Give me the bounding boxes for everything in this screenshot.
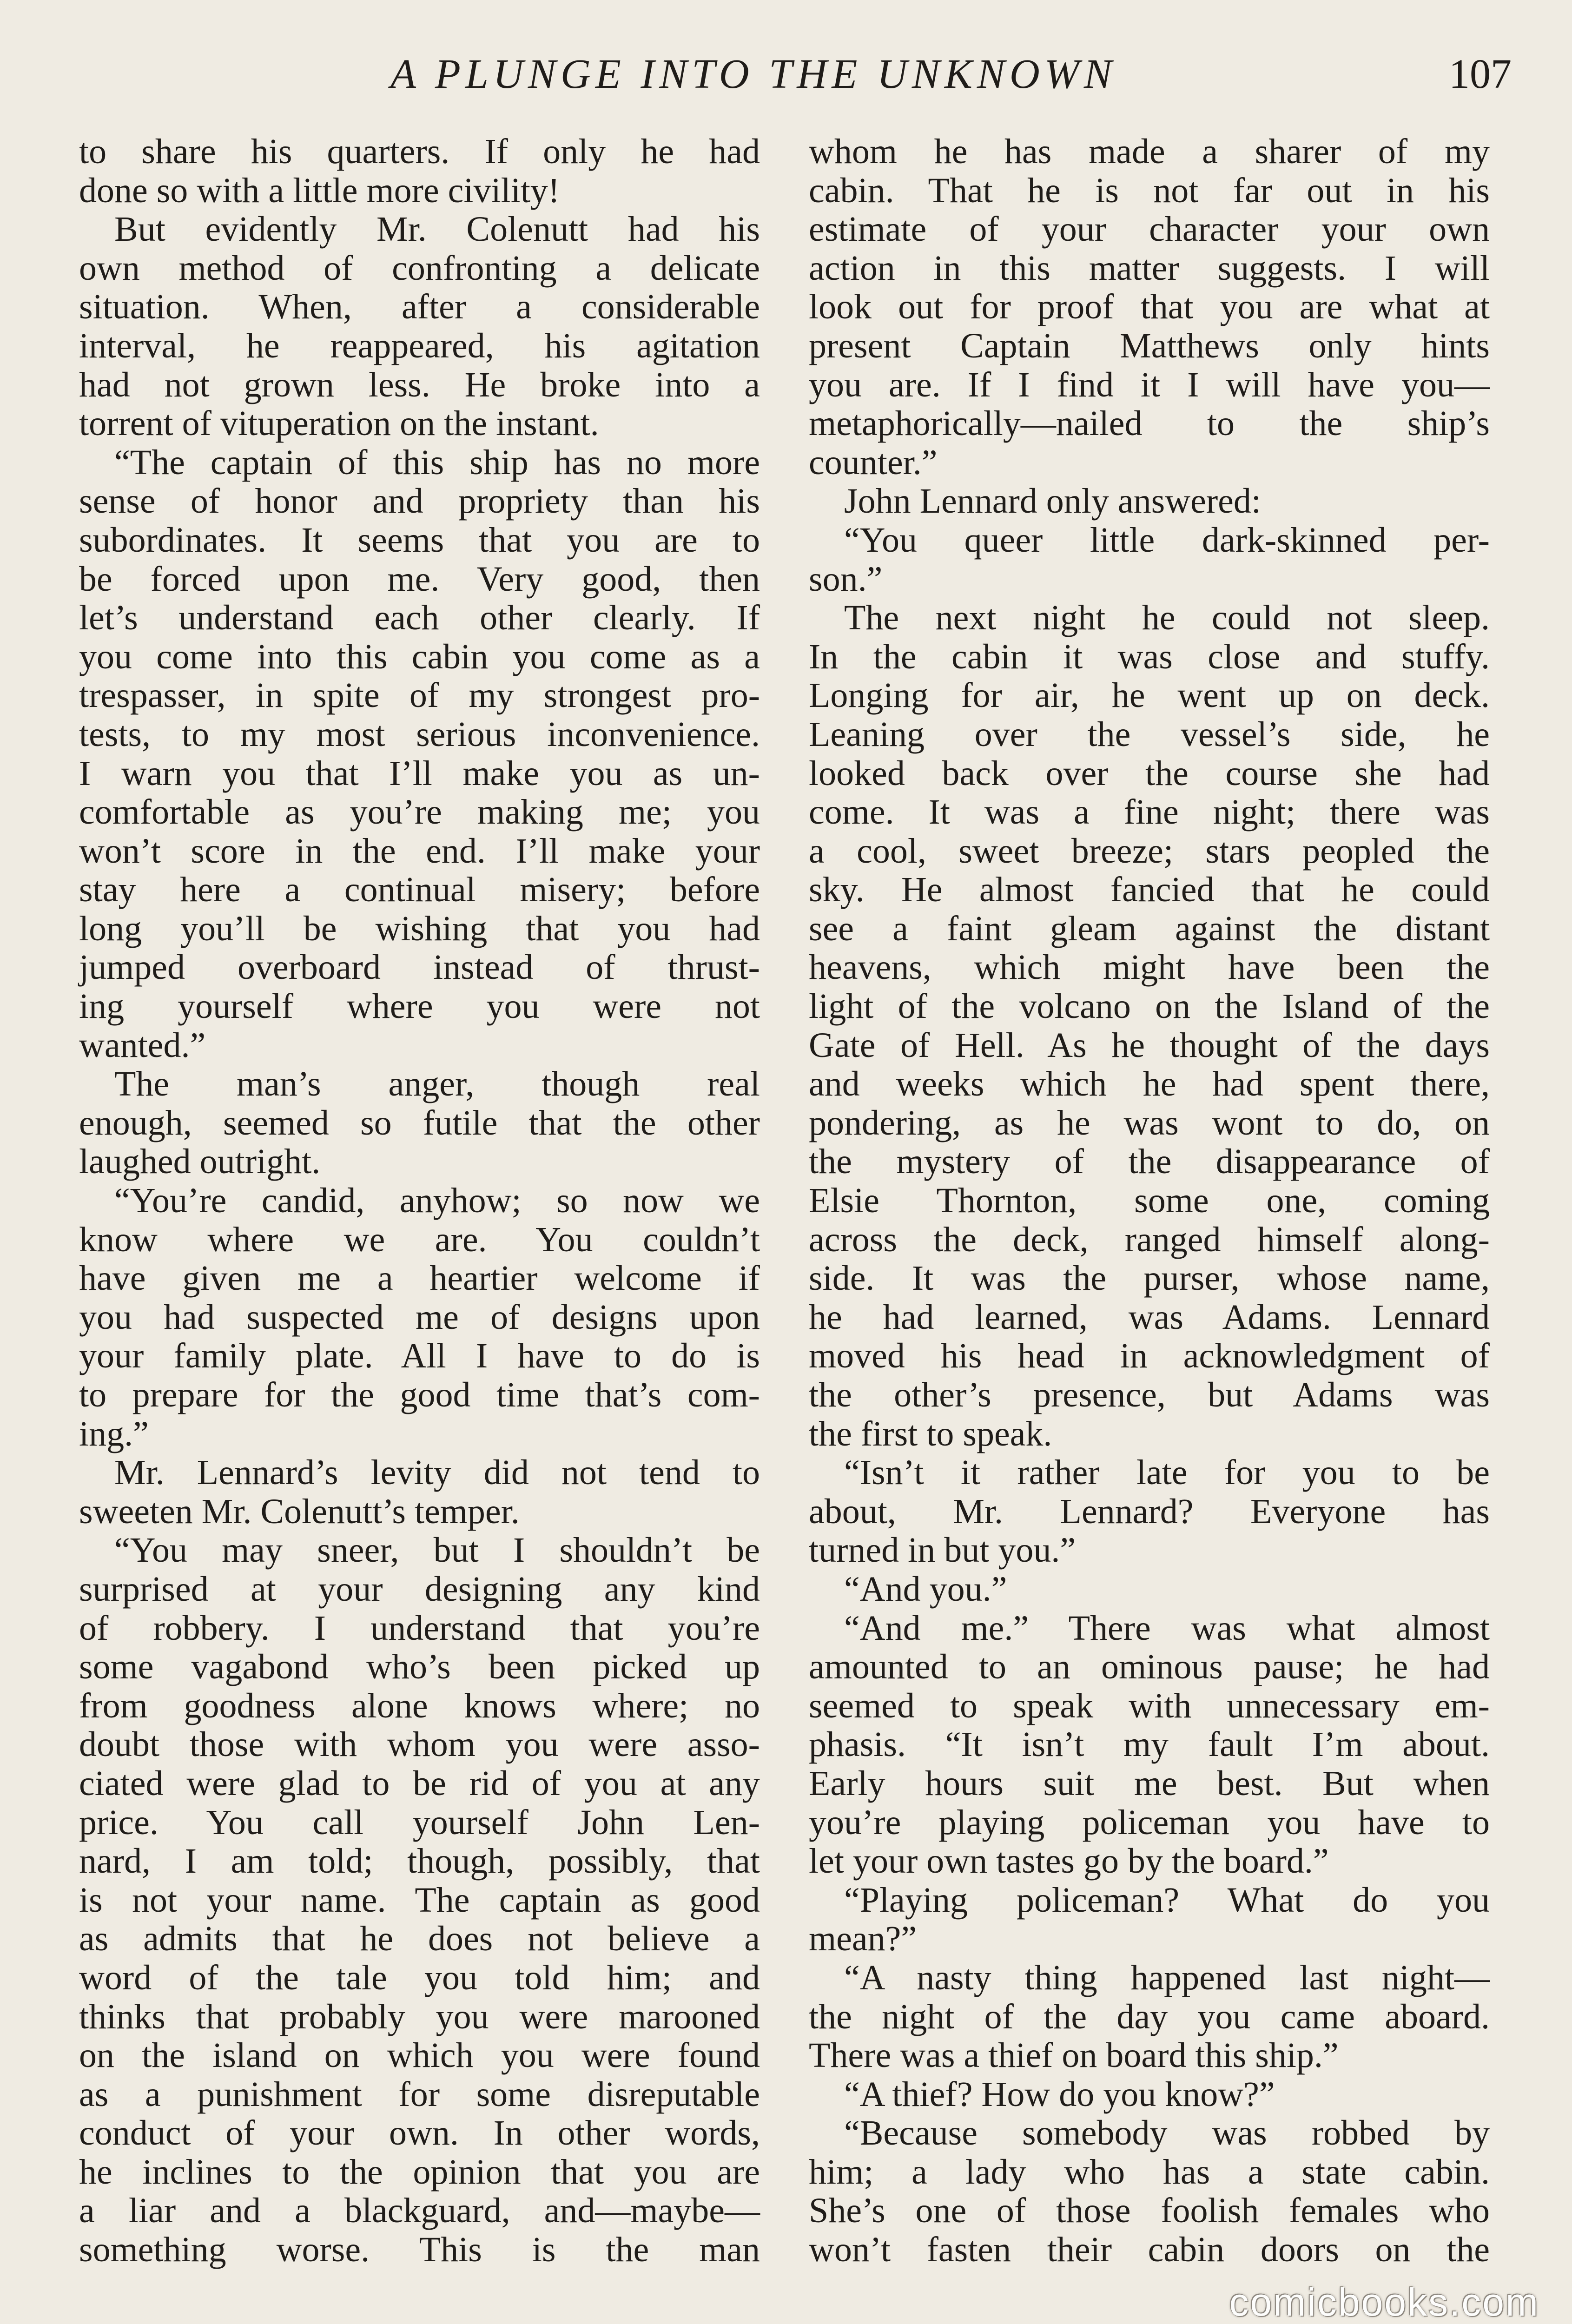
text-line: had not grown less. He broke into a <box>79 365 760 404</box>
text-line: come. It was a fine night; there was <box>809 792 1490 832</box>
text-line: ing yourself where you were not <box>79 987 760 1026</box>
text-line: There was a thief on board this ship.” <box>809 2036 1339 2075</box>
text-line: mean?” <box>809 1919 917 1959</box>
text-line: you come into this cabin you come as a <box>79 637 760 676</box>
text-line: “The captain of this ship has no more <box>114 442 760 482</box>
text-line: Mr. Lennard’s levity did not tend to <box>114 1453 760 1492</box>
text-line: you had suspected me of designs upon <box>79 1297 760 1337</box>
text-line: pondering, as he was wont to do, on <box>809 1103 1490 1142</box>
text-line: In the cabin it was close and stuffy. <box>809 637 1490 676</box>
running-title: A PLUNGE INTO THE UNKNOWN <box>390 51 1116 97</box>
text-line: as a punishment for some disreputable <box>79 2074 760 2114</box>
text-line: seemed to speak with unnecessary em- <box>809 1686 1490 1725</box>
text-line: “And you.” <box>844 1569 1007 1609</box>
text-line: sweeten Mr. Colenutt’s temper. <box>79 1492 520 1531</box>
text-line: surprised at your designing any kind <box>79 1569 760 1609</box>
text-line: “You queer little dark-skinned per- <box>844 520 1490 560</box>
text-line: “You’re candid, anyhow; so now we <box>114 1181 760 1221</box>
text-line: he had learned, was Adams. Lennard <box>809 1297 1490 1337</box>
text-line: some vagabond who’s been picked up <box>79 1647 760 1687</box>
text-line: Leaning over the vessel’s side, he <box>809 714 1490 754</box>
text-line: metaphorically—nailed to the ship’s <box>809 404 1490 443</box>
text-line: sense of honor and propriety than his <box>79 482 760 521</box>
text-line: him; a lady who has a state cabin. <box>809 2152 1490 2192</box>
text-line: price. You call yourself John Len- <box>79 1802 760 1842</box>
text-line: present Captain Matthews only hints <box>809 326 1490 365</box>
text-line: cabin. That he is not far out in his <box>809 171 1490 210</box>
text-line: from goodness alone knows where; no <box>79 1686 760 1725</box>
text-line: as admits that he does not believe a <box>79 1919 760 1959</box>
text-line: interval, he reappeared, his agitation <box>79 326 760 365</box>
text-line: on the island on which you were found <box>79 2036 760 2075</box>
text-line: your family plate. All I have to do is <box>79 1336 760 1376</box>
text-line: word of the tale you told him; and <box>79 1958 760 1997</box>
text-line: ciated were glad to be rid of you at any <box>79 1763 760 1803</box>
text-line: subordinates. It seems that you are to <box>79 520 760 560</box>
text-line: Longing for air, he went up on deck. <box>809 676 1490 715</box>
text-line: to share his quarters. If only he had <box>79 132 760 171</box>
text-line: trespasser, in spite of my strongest pro- <box>79 676 760 715</box>
text-line: long you’ll be wishing that you had <box>79 909 760 948</box>
text-line: comfortable as you’re making me; you <box>79 792 760 832</box>
text-line: John Lennard only answered: <box>844 482 1261 521</box>
text-line: the night of the day you came aboard. <box>809 1997 1490 2036</box>
text-line: I warn you that I’ll make you as un- <box>79 753 760 793</box>
text-line: know where we are. You couldn’t <box>79 1220 760 1259</box>
text-line: “A thief? How do you know?” <box>844 2074 1275 2114</box>
watermark: comicbooks.com <box>1229 2280 1539 2324</box>
text-line: look out for proof that you are what at <box>809 287 1490 327</box>
text-line: to prepare for the good time that’s com- <box>79 1375 760 1414</box>
text-line: done so with a little more civility! <box>79 171 560 210</box>
text-line: he inclines to the opinion that you are <box>79 2152 760 2192</box>
text-line: estimate of your character your own <box>809 210 1490 249</box>
text-line: turned in but you.” <box>809 1531 1076 1570</box>
text-line: the first to speak. <box>809 1414 1052 1453</box>
text-line: a liar and a blackguard, and—maybe— <box>79 2191 760 2231</box>
text-line: phasis. “It isn’t my fault I’m about. <box>809 1725 1490 1764</box>
text-line: stay here a continual misery; before <box>79 870 760 910</box>
text-line: looked back over the course she had <box>809 753 1490 793</box>
text-line: conduct of your own. In other words, <box>79 2113 760 2153</box>
text-line: across the deck, ranged himself along- <box>809 1220 1490 1259</box>
text-line: and weeks which he had spent there, <box>809 1064 1490 1104</box>
page-header <box>0 44 1572 105</box>
text-column-left <box>79 132 760 2270</box>
text-line: whom he has made a sharer of my <box>809 132 1490 171</box>
text-line: The man’s anger, though real <box>114 1064 760 1104</box>
text-line: doubt those with whom you were asso- <box>79 1725 760 1764</box>
text-line: the other’s presence, but Adams was <box>809 1375 1490 1414</box>
text-line: laughed outright. <box>79 1142 321 1182</box>
text-line: “Because somebody was robbed by <box>844 2113 1490 2153</box>
text-line: counter.” <box>809 442 938 482</box>
text-line: is not your name. The captain as good <box>79 1880 760 1920</box>
text-line: a cool, sweet breeze; stars peopled the <box>809 831 1490 871</box>
text-line: jumped overboard instead of thrust- <box>79 948 760 987</box>
text-line: Gate of Hell. As he thought of the days <box>809 1025 1490 1065</box>
text-line: the mystery of the disappearance of <box>809 1142 1490 1182</box>
text-line: action in this matter suggests. I will <box>809 248 1490 288</box>
text-line: you are. If I find it I will have you— <box>809 365 1490 404</box>
text-line: ing.” <box>79 1414 149 1453</box>
text-line: about, Mr. Lennard? Everyone has <box>809 1492 1490 1531</box>
text-line: heavens, which might have been the <box>809 948 1490 987</box>
text-line: enough, seemed so futile that the other <box>79 1103 760 1142</box>
text-line: But evidently Mr. Colenutt had his <box>114 210 760 249</box>
text-line: Elsie Thornton, some one, coming <box>809 1181 1490 1221</box>
text-line: son.” <box>809 559 883 599</box>
text-line: be forced upon me. Very good, then <box>79 559 760 599</box>
page-number: 107 <box>1449 51 1512 97</box>
text-line: thinks that probably you were marooned <box>79 1997 760 2036</box>
text-line: light of the volcano on the Island of the <box>809 987 1490 1026</box>
text-line: torrent of vituperation on the instant. <box>79 404 599 443</box>
text-line: won’t fasten their cabin doors on the <box>809 2230 1490 2270</box>
text-line: nard, I am told; though, possibly, that <box>79 1842 760 1881</box>
text-line: side. It was the purser, whose name, <box>809 1259 1490 1298</box>
text-line: let’s understand each other clearly. If <box>79 598 760 638</box>
text-line: have given me a heartier welcome if <box>79 1259 760 1298</box>
text-line: of robbery. I understand that you’re <box>79 1608 760 1648</box>
text-line: The next night he could not sleep. <box>844 598 1490 638</box>
text-line: wanted.” <box>79 1025 206 1065</box>
text-line: something worse. This is the man <box>79 2230 760 2270</box>
text-line: tests, to my most serious inconvenience. <box>79 714 760 754</box>
text-line: “Isn’t it rather late for you to be <box>844 1453 1490 1492</box>
text-line: “Playing policeman? What do you <box>844 1880 1490 1920</box>
text-line: won’t score in the end. I’ll make your <box>79 831 760 871</box>
text-column-right <box>809 132 1490 2270</box>
text-line: own method of confronting a delicate <box>79 248 760 288</box>
text-line: sky. He almost fancied that he could <box>809 870 1490 910</box>
text-line: amounted to an ominous pause; he had <box>809 1647 1490 1687</box>
text-line: you’re playing policeman you have to <box>809 1802 1490 1842</box>
text-line: “You may sneer, but I shouldn’t be <box>114 1531 760 1570</box>
text-line: situation. When, after a considerable <box>79 287 760 327</box>
text-line: Early hours suit me best. But when <box>809 1763 1490 1803</box>
text-line: “And me.” There was what almost <box>844 1608 1490 1648</box>
text-line: see a faint gleam against the distant <box>809 909 1490 948</box>
text-line: let your own tastes go by the board.” <box>809 1842 1329 1881</box>
text-line: She’s one of those foolish females who <box>809 2191 1490 2231</box>
text-line: “A nasty thing happened last night— <box>844 1958 1490 1997</box>
text-line: moved his head in acknowledgment of <box>809 1336 1490 1376</box>
